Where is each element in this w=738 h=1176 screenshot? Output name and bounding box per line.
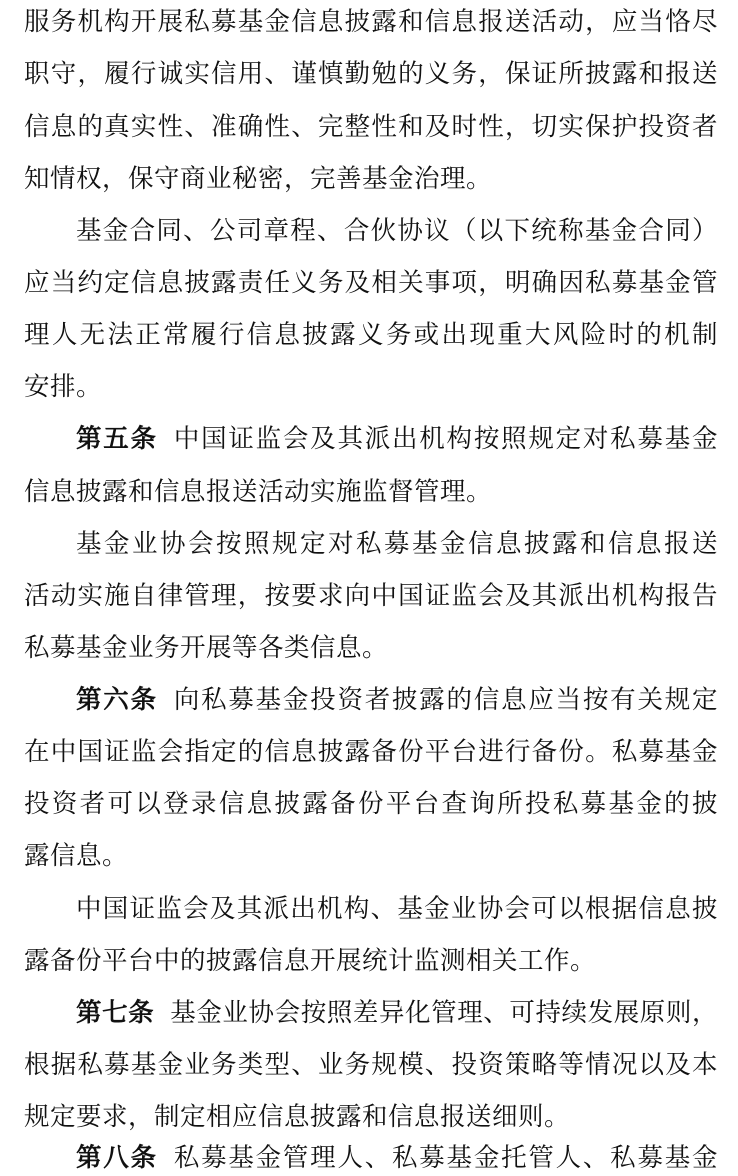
text-line: 规定要求，制定相应信息披露和信息报送细则。 (24, 1102, 571, 1132)
article-8-heading-line (76, 1140, 718, 1176)
text-line: 基金业协会按照规定对私募基金信息披露和信息报送 (76, 529, 718, 559)
article-number: 第六条 (76, 685, 158, 715)
text-line: 理人无法正常履行信息披露义务或出现重大风险时的机制 (24, 320, 718, 350)
text-line: 露备份平台中的披露信息开展统计监测相关工作。 (24, 946, 597, 976)
text-line: 服务机构开展私募基金信息披露和信息报送活动，应当恪尽 (24, 7, 718, 37)
text-line: 投资者可以登录信息披露备份平台查询所投私募基金的披 (24, 789, 718, 819)
article-text: 向私募基金投资者披露的信息应当按有关规定 (173, 685, 718, 715)
article-number: 第八条 (76, 1143, 158, 1173)
article-number: 第五条 (76, 424, 158, 454)
text-line: 知情权，保守商业秘密，完善基金治理。 (24, 164, 493, 194)
article-text: 基金业协会按照差异化管理、可持续发展原则， (170, 998, 718, 1028)
text-line: 中国证监会及其派出机构、基金业协会可以根据信息披 (76, 894, 718, 924)
article-6-heading-line (76, 682, 718, 718)
text-line: 在中国证监会指定的信息披露备份平台进行备份。私募基金 (24, 737, 718, 767)
text-line: 信息的真实性、准确性、完整性和及时性，切实保护投资者 (24, 112, 718, 142)
article-5-heading-line (76, 421, 718, 457)
article-text: 中国证监会及其派出机构按照规定对私募基金 (173, 424, 718, 454)
text-line: 基金合同、公司章程、合伙协议（以下统称基金合同） (76, 216, 718, 246)
text-line: 私募基金业务开展等各类信息。 (24, 633, 389, 663)
text-line: 应当约定信息披露责任义务及相关事项，明确因私募基金管 (24, 268, 718, 298)
article-7-heading-line (76, 995, 718, 1031)
text-line: 活动实施自律管理，按要求向中国证监会及其派出机构报告 (24, 581, 718, 611)
article-text: 私募基金管理人、私募基金托管人、私募基金 (173, 1143, 718, 1173)
text-line: 信息披露和信息报送活动实施监督管理。 (24, 477, 493, 507)
article-number: 第七条 (76, 998, 155, 1028)
text-line: 职守，履行诚实信用、谨慎勤勉的义务，保证所披露和报送 (24, 59, 718, 89)
text-line: 露信息。 (24, 841, 129, 871)
text-line: 安排。 (24, 372, 103, 402)
text-line: 根据私募基金业务类型、业务规模、投资策略等情况以及本 (24, 1050, 718, 1080)
